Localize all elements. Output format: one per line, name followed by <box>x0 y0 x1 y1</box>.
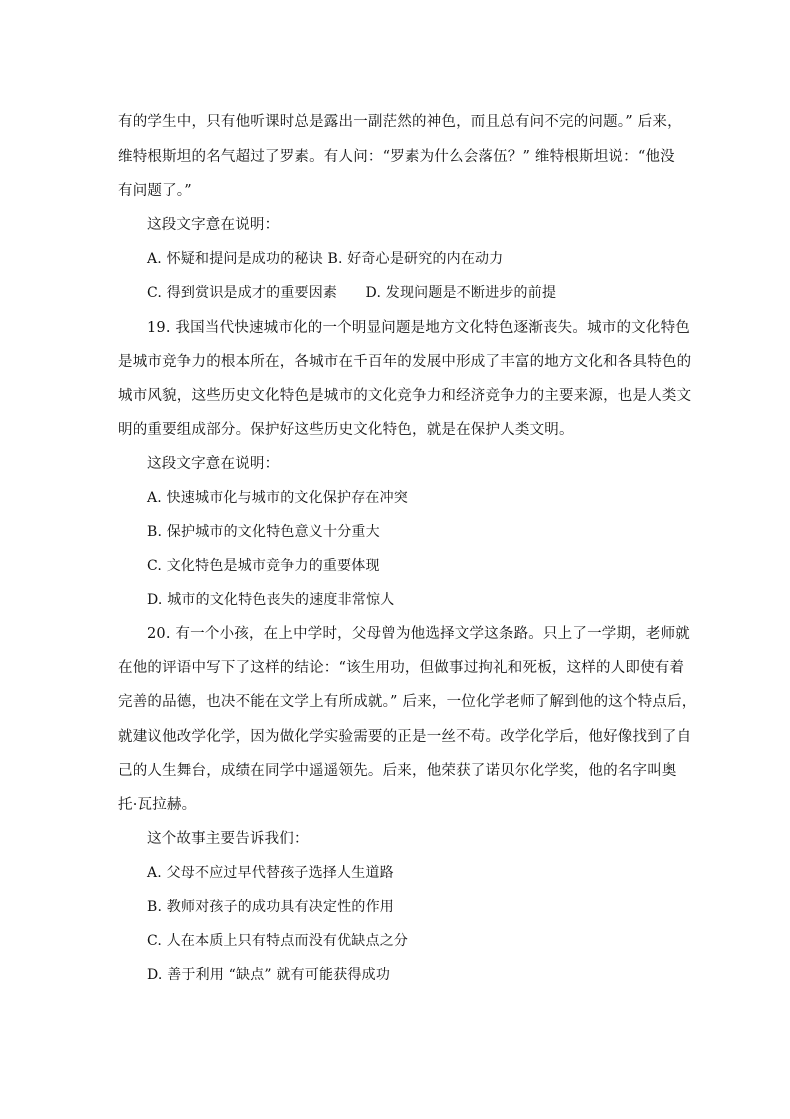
question-stem: 这个故事主要告诉我们： <box>147 831 309 847</box>
option-d: D. 善于利用 “缺点” 就有可能获得成功 <box>147 967 391 983</box>
paragraph-line: 有问题了。” <box>118 183 192 199</box>
option-b: B. 教师对孩子的成功具有决定性的作用 <box>147 899 394 915</box>
paragraph-line: 己的人生舞台，成绩在同学中遥遥领先。后来，他荣获了诺贝尔化学奖，他的名字叫奥 <box>118 763 677 779</box>
option-line: A. 怀疑和提问是成功的秘诀 B. 好奇心是研究的内在动力 <box>147 251 504 267</box>
paragraph-line: 维特根斯坦的名气超过了罗素。有人问：“罗素为什么会落伍？” 维特根斯坦说：“他没 <box>118 149 675 165</box>
option-c: C. 文化特色是城市竞争力的重要体现 <box>147 558 380 574</box>
paragraph-line: 城市风貌，这些历史文化特色是城市的文化竞争力和经济竞争力的主要来源，也是人类文 <box>118 388 692 404</box>
paragraph-line: 托·瓦拉赫。 <box>118 797 197 813</box>
option-d: D. 城市的文化特色丧失的速度非常惊人 <box>147 592 395 608</box>
option-line: C. 得到赏识是成才的重要因素 D. 发现问题是不断进步的前提 <box>147 285 557 301</box>
paragraph-line: 完善的品德，也决不能在文学上有所成就。” 后来，一位化学老师了解到他的这个特点后， <box>118 694 697 710</box>
option-a: A. 父母不应过早代替孩子选择人生道路 <box>147 865 394 881</box>
paragraph-line: 有的学生中，只有他听课时总是露出一副茫然的神色，而且总有问不完的问题。” 后来， <box>118 114 682 130</box>
option-b: B. 保护城市的文化特色意义十分重大 <box>147 524 380 540</box>
paragraph-line: 就建议他改学化学，因为做化学实验需要的正是一丝不苟。改学化学后，他好像找到了自 <box>118 729 692 745</box>
paragraph-line: 明的重要组成部分。保护好这些历史文化特色，就是在保护人类文明。 <box>118 422 574 438</box>
question-stem: 这段文字意在说明： <box>147 456 280 472</box>
option-c: C. 人在本质上只有特点而没有优缺点之分 <box>147 933 409 949</box>
paragraph-line: 是城市竞争力的根本所在，各城市在千百年的发展中形成了丰富的地方文化和各具特色的 <box>118 354 692 370</box>
question-19-line: 19. 我国当代快速城市化的一个明显问题是地方文化特色逐渐丧失。城市的文化特色 <box>147 320 690 336</box>
option-a: A. 快速城市化与城市的文化保护存在冲突 <box>147 490 409 506</box>
question-20-line: 20. 有一个小孩，在上中学时，父母曾为他选择文学这条路。只上了一学期，老师就 <box>147 626 690 642</box>
question-stem: 这段文字意在说明： <box>147 217 280 233</box>
paragraph-line: 在他的评语中写下了这样的结论：“该生用功，但做事过拘礼和死板，这样的人即使有着 <box>118 660 685 676</box>
